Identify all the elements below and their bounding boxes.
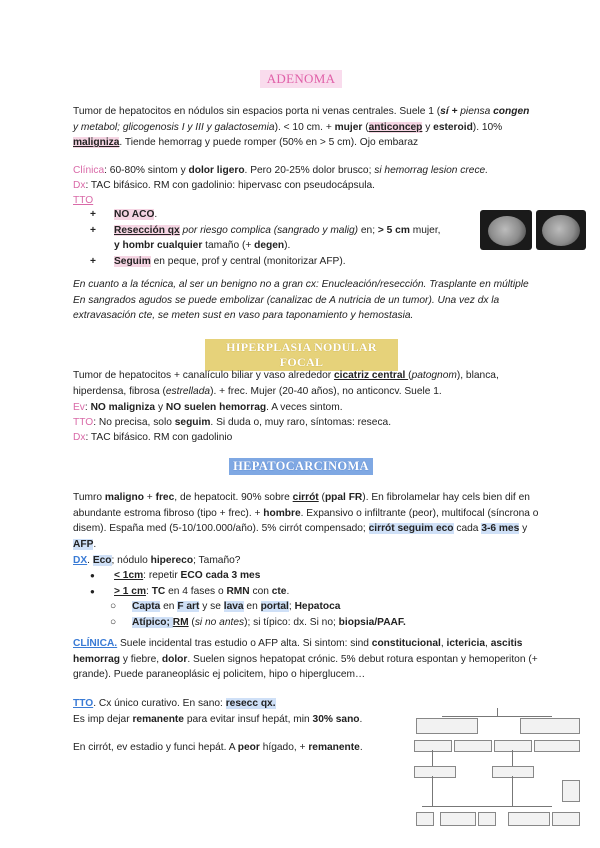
section-title-hnf: HIPERPLASIA NODULAR FOCAL xyxy=(205,339,398,371)
section-title-hepatocarcinoma: HEPATOCARCINOMA xyxy=(229,458,373,475)
hcc-tto: TTO. Cx único curativo. En sano: resecc qx. Es imp dejar remanente para evitar insuf hepát, min 30% sano. xyxy=(73,698,363,725)
list-item: ○ Capta en F art y se lava en portal; Hepatoca xyxy=(110,601,341,613)
adenoma-description: Tumor de hepatocitos en nódulos sin espacios porta ni venas centrales. Suele 1 (sí + piensa congen y metabol; glicogenosis I y III y galactosemia). < 10 cm. + mujer (anticoncep y esteroid). 10% maligniza. Tiende hemorrag y puede romper (50% en > 5 cm). Ojo embaraz xyxy=(73,106,530,149)
adenoma-dx: Dx: TAC bifásico. RM con gadolinio: hipervasc con pseudocápsula. xyxy=(73,180,376,191)
adenoma-technique-note: En cuanto a la técnica, al ser un benigno no a gran cx: Enucleación/resección. Trasplante en múltiple En sangrados agudos se puede embolizar (canalizac de A nutricia de un tumor). Una vez dx la extravasación cte, se meten sust en vaso para taponamiento y hemostasia. xyxy=(73,279,529,322)
list-item: + NO ACO. xyxy=(90,209,158,220)
adenoma-clinica: Clínica: 60-80% sintom y dolor ligero. Pero 20-25% dolor brusco; si hemorrag lesion crece. xyxy=(73,165,489,176)
hnf-ev: Ev: NO maligniza y NO suelen hemorrag. A veces sintom. xyxy=(73,402,343,413)
hcc-description: Tumro maligno + frec, de hepatocit. 90% sobre cirrót (ppal FR). En fibrolamelar hay cels bien dif en abundante estroma fibroso (tipo + frec). + hombre. Expansivo o infiltrante (peor), multifocal (síncrona o disem). España med (5-10/100.000/año). 5% cirrót compensado; cirrót seguim eco cada 3-6 mes y AFP. xyxy=(73,492,539,550)
adenoma-tto-label: TTO xyxy=(73,195,94,206)
ct-scan-image xyxy=(480,210,532,250)
hnf-tto: TTO: No precisa, solo seguim. Si duda o, muy raro, síntomas: reseca. xyxy=(73,417,392,428)
list-item: + Resección qx por riesgo complica (sangrado y malig) en; > 5 cm mujer, xyxy=(90,224,441,236)
ct-scan-image xyxy=(536,210,586,250)
treatment-flowchart-image xyxy=(412,708,582,830)
list-item: ○ Atípico; RM (si no antes); si típico: dx. Si no; biopsia/PAAF. xyxy=(110,616,406,628)
list-item: + Seguim en peque, prof y central (monitorizar AFP). xyxy=(90,255,346,267)
hnf-dx: Dx: TAC bifásico. RM con gadolinio xyxy=(73,432,233,443)
hcc-clinica: CLÍNICA. Suele incidental tras estudio o AFP alta. Si sintom: sind constitucional, ictericia, ascitis hemorrag y fiebre, dolor. Suelen signos hepatopat crónic. 5% debut rotura espontan y hemoperiton (+ grande). Puede paraneoplásic ej policitem, hipo o hiperglucem… xyxy=(73,638,538,681)
list-item: ● < 1cm: repetir ECO cada 3 mes xyxy=(90,570,261,581)
section-title-adenoma: ADENOMA xyxy=(260,70,342,88)
list-item: y hombr cualquier tamaño (+ degen). xyxy=(114,240,291,252)
hnf-description: Tumor de hepatocitos + canalículo biliar y vaso alrededor cicatriz central (patognom), blanca, hiperdensa, fibrosa (estrellada). + frec. Mujer (20-40 años), no anticoncv. Suele 1. xyxy=(73,370,499,397)
hcc-tto-cirrot: En cirrót, ev estadio y funci hepát. A peor hígado, + remanente. xyxy=(73,742,363,753)
hcc-dx-line: DX. Eco; nódulo hipereco; Tamaño? xyxy=(73,555,241,566)
hcc-dx-list xyxy=(90,568,510,630)
adenoma-tto-list xyxy=(90,207,490,269)
list-item: ● > 1 cm: TC en 4 fases o RMN con cte. xyxy=(90,585,290,597)
